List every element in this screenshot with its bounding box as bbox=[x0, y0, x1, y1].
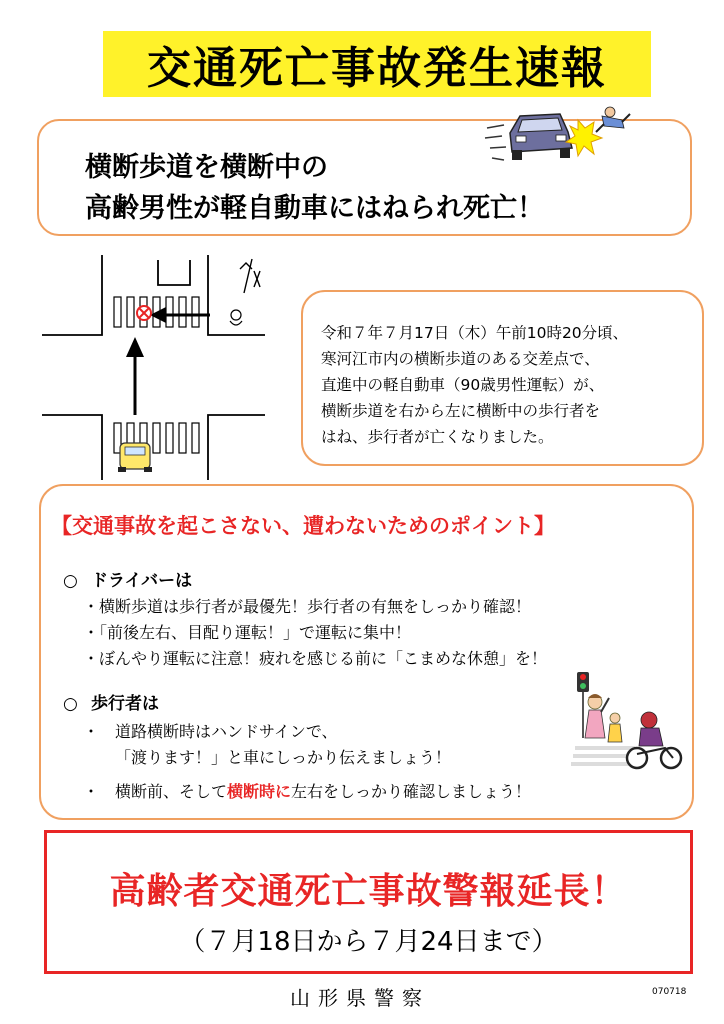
impact-point-icon bbox=[137, 306, 151, 320]
headline-line-1: 横断歩道を横断中の bbox=[85, 152, 328, 183]
page-title: 交通死亡事故発生速報 bbox=[147, 43, 607, 94]
pedestrian-marker-icon bbox=[230, 310, 242, 325]
driver-tip-2: ・「前後左右、目配り運転！」で運転に集中！ bbox=[83, 623, 412, 642]
north-arrow-icon bbox=[240, 259, 260, 293]
pedestrian-illustration bbox=[565, 668, 685, 773]
footer-organization: 山形県警察 bbox=[290, 986, 430, 1010]
speed-lines bbox=[485, 125, 506, 160]
circle-bullet-icon: ○ bbox=[63, 571, 78, 591]
driver-title-text: ドライバーは bbox=[91, 571, 193, 591]
impact-burst-icon bbox=[566, 120, 602, 156]
alert-period: （７月18日から７月24日まで） bbox=[179, 927, 558, 957]
incident-details-box bbox=[301, 290, 704, 466]
child-figure-icon bbox=[608, 713, 622, 742]
pedestrian-section-title bbox=[63, 689, 159, 714]
pedestrian-tip-1-cont: 「渡ります！」と車にしっかり伝えましょう！ bbox=[115, 748, 452, 767]
intersection-map bbox=[40, 255, 270, 480]
pedestrian-tip-2-emphasis: 横断時に bbox=[227, 782, 292, 801]
incident-text bbox=[321, 320, 693, 450]
alert-title: 高齢者交通死亡事故警報延長！ bbox=[109, 871, 628, 912]
collision-illustration bbox=[482, 98, 632, 178]
headline-line-2: 高齢男性が軽自動車にはねられ死亡！ bbox=[85, 193, 544, 224]
compact-car-icon bbox=[118, 443, 152, 472]
incident-line-2: 寒河江市内の横断歩道のある交差点で、 bbox=[321, 350, 600, 368]
incident-line-5: はね、歩行者が亡くなりました。 bbox=[321, 428, 554, 446]
document-code: 070718 bbox=[652, 987, 687, 997]
points-heading: 【交通事故を起こさない、遭わないためのポイント】 bbox=[51, 514, 555, 538]
pedestrian-tip-1: ・ 道路横断時はハンドサインで、 bbox=[83, 722, 338, 741]
title-bar bbox=[103, 31, 651, 97]
incident-line-4: 横断歩道を右から左に横断中の歩行者を bbox=[321, 402, 601, 420]
motorcycle-rider-icon bbox=[627, 712, 681, 768]
driver-tip-1: ・横断歩道は歩行者が最優先！歩行者の有無をしっかり確認！ bbox=[83, 597, 532, 616]
car-icon bbox=[510, 114, 572, 160]
alert-box bbox=[44, 830, 693, 974]
incident-line-3: 直進中の軽自動車（90歳男性運転）が、 bbox=[321, 376, 605, 394]
driver-tip-3: ・ぼんやり運転に注意！疲れを感じる前に「こまめな休憩」を！ bbox=[83, 649, 548, 668]
mother-figure-icon bbox=[585, 694, 609, 738]
falling-person-icon bbox=[596, 107, 630, 132]
pedestrian-title-text: 歩行者は bbox=[91, 694, 159, 714]
circle-bullet-icon: ○ bbox=[63, 694, 78, 714]
incident-line-1: 令和７年７月17日（木）午前10時20分頃、 bbox=[321, 324, 629, 342]
pedestrian-tip-2-post: 左右をしっかり確認しましょう！ bbox=[291, 782, 532, 801]
vehicle-path-arrow bbox=[126, 337, 144, 415]
pedestrian-tip-2 bbox=[83, 779, 531, 802]
pedestrian-tip-2-pre: ・ 横断前、そして bbox=[83, 782, 228, 801]
driver-section-title bbox=[63, 566, 192, 591]
